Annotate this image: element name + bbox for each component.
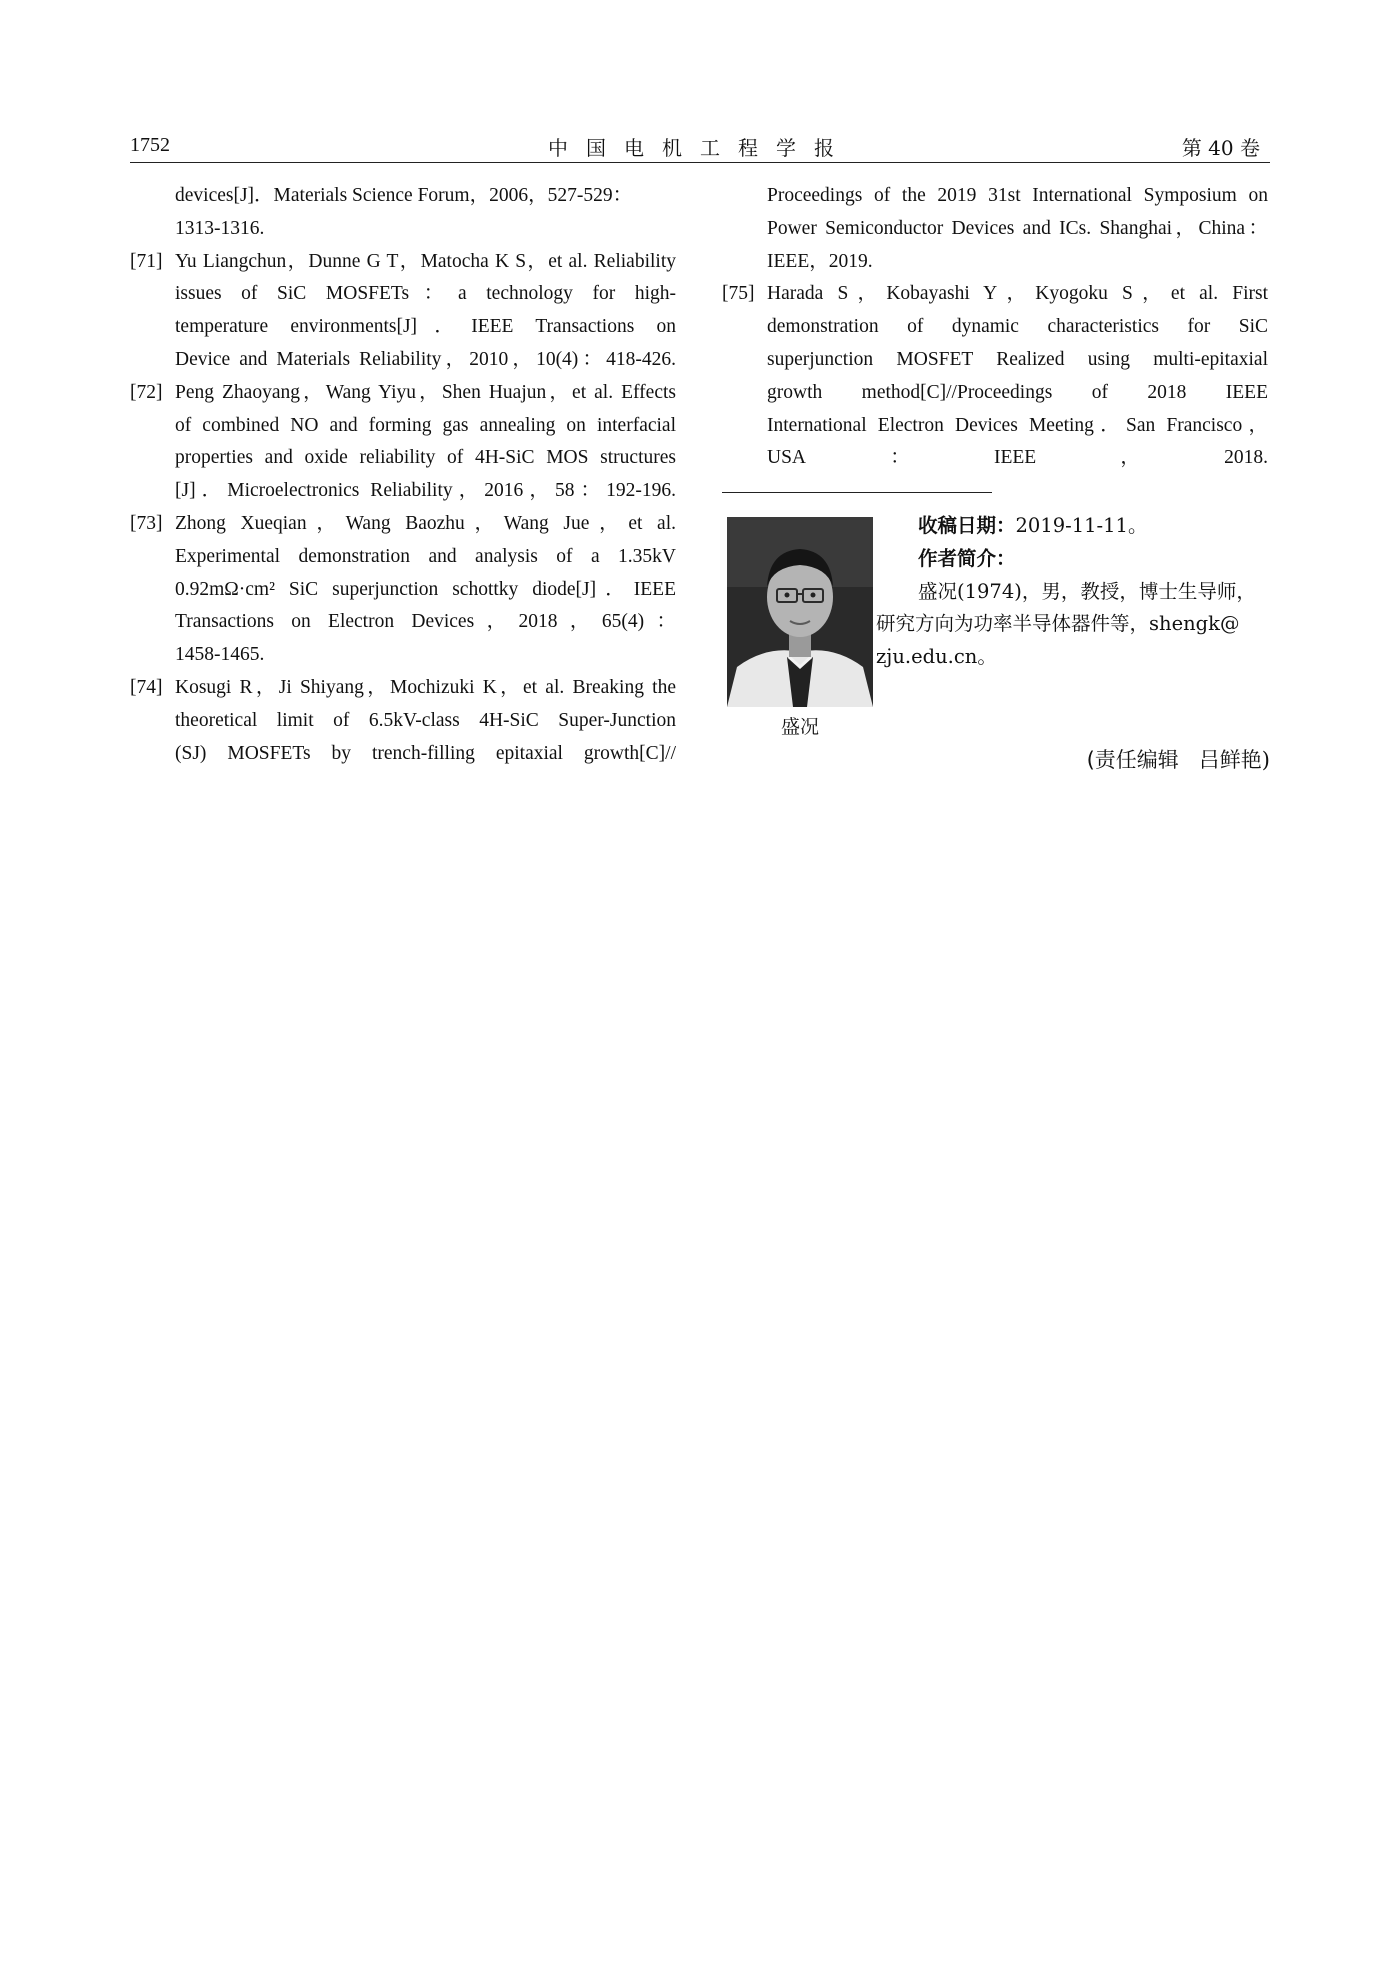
volume-label: 第 40 卷 [1181,136,1260,160]
author-intro-label: 作者简介： [918,546,1016,570]
reference-number: [73] [130,512,163,534]
author-photo [727,517,873,707]
journal-title: 中国电机工程学报 [548,136,852,160]
editor-label: (责任编辑 [1086,748,1179,772]
editor-name: 吕鲜艳) [1198,748,1270,772]
reference-73: [73] Zhong Xueqian，Wang Baozhu，Wang Jue，et al. Experimental demonstration and analysis of a 1.35kV 0.92mΩ·cm² SiC superjunction schottky diode[J]．IEEE Transactions on Electron Devices，2018，65(4)： 1458-1465. [130,508,676,672]
bio-line-2: 研究方向为功率半导体器件等，shengk@ [876,612,1240,636]
continued-reference: devices[J]．Materials Science Forum，2006，527-529： 1313-1316. [175,185,633,239]
continued-reference: Proceedings of the 2019 31st International Symposium on Power Semiconductor Devices and ICs. Shanghai，China： IEEE，2019. [767,185,1268,272]
page-number: 1752 [130,134,170,156]
left-column [130,180,676,770]
reference-number: [71] [130,250,163,272]
reference-72: [72] Peng Zhaoyang，Wang Yiyu，Shen Huajun，et al. Effects of combined NO and forming gas annealing on interfacial properties and oxide reliability of 4H-SiC MOS structures [J]．Microelectronics Reliability，2016，58：192-196. [130,377,676,508]
bio-line-1: 盛况(1974)，男，教授，博士生导师， [918,579,1256,603]
author-bio [876,510,1270,674]
section-divider [722,492,992,493]
received-date-line [876,510,1270,543]
received-label: 收稿日期： [918,514,1016,537]
author-intro-label-line [876,543,1270,576]
right-column [722,180,1268,475]
reference-74: [74] Kosugi R，Ji Shiyang，Mochizuki K，et al. Breaking the theoretical limit of 6.5kV-class 4H-SiC Super-Junction (SJ) MOSFETs by trench-filling epitaxial growth[C]// [130,672,676,770]
reference-75: [75] Harada S，Kobayashi Y，Kyogoku S，et al. First demonstration of dynamic characteristics for SiC superjunction MOSFET Realized using multi-epitaxial growth method[C]//Proceedings of 2018 IEEE International Electron Devices Meeting．San Francisco， USA：IEEE，2018. [722,278,1268,475]
received-date: 2019-11-11。 [1015,514,1148,537]
bio-line-3: zju.edu.cn。 [876,645,997,669]
reference-number: [72] [130,381,163,403]
responsible-editor [1087,744,1270,774]
reference-number: [75] [722,283,755,305]
reference-number: [74] [130,676,163,698]
reference-71: [71] Yu Liangchun，Dunne G T，Matocha K S，et al. Reliability issues of SiC MOSFETs：a technology for high- temperature environments[J]．IEEE Transactions on Device and Materials Reliability，2010，10(4)：418-426. [130,246,676,377]
page-header [130,128,1270,163]
photo-caption: 盛况 [780,716,819,738]
